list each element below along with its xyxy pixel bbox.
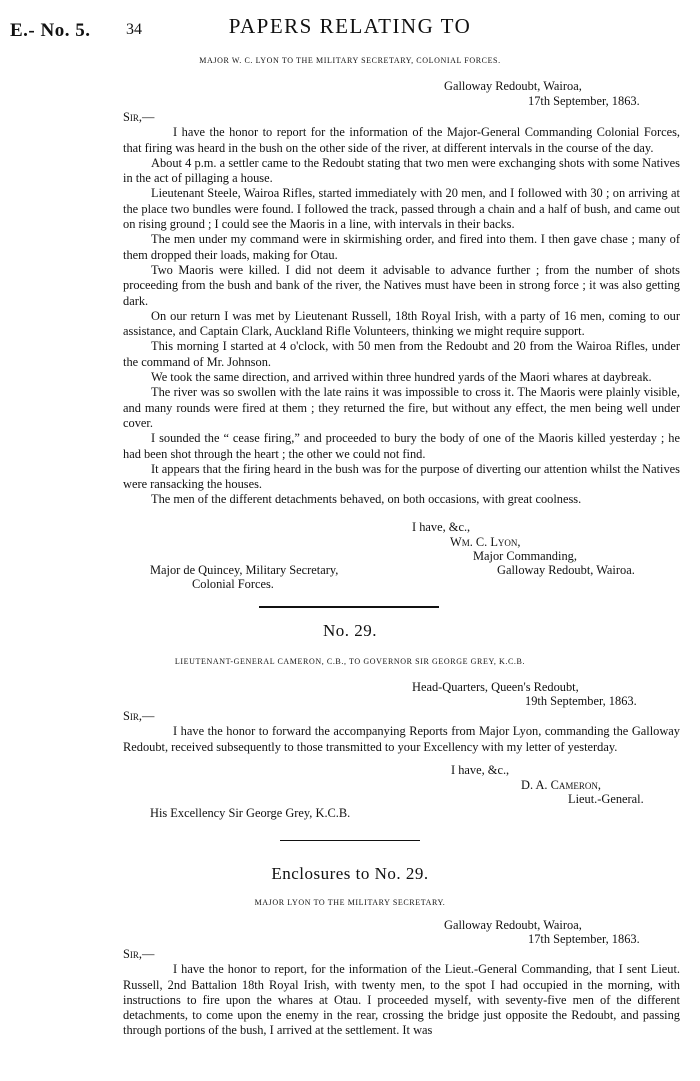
letter1-paragraph: The river was so swollen with the late rains it was impossible to cross it. The Maoris were plainly visible, and many rounds were fired at them ; they returned the fire, but without any effect, the men being well under cover.	[123, 385, 680, 430]
section-divider-thin	[280, 840, 420, 841]
letter2-body	[123, 709, 680, 755]
letter1-paragraph: This morning I started at 4 o'clock, with 50 men from the Redoubt and 20 from the Wairoa Rifles, under the command of Mr. Johnson.	[123, 339, 680, 369]
enclosures-title: Enclosures to No. 29.	[271, 864, 429, 883]
enclosures-body	[123, 947, 680, 1039]
letter2-paragraph: I have the honor to forward the accompanying Reports from Major Lyon, commanding the Galloway Redoubt, received subsequently to those transmitted to your Excellency with my letter of yesterday.	[123, 724, 680, 754]
section-divider	[259, 606, 439, 608]
letter1-paragraph: We took the same direction, and arrived within three hundred yards of the Maori whares at daybreak.	[151, 370, 652, 385]
letter1-heading: MAJOR W. C. LYON TO THE MILITARY SECRETARY, COLONIAL FORCES.	[199, 56, 501, 65]
letter1-addressee-line2: Colonial Forces.	[192, 577, 274, 591]
letter1-paragraph: I sounded the “ cease firing,” and proceeded to bury the body of one of the Maoris killed yesterday ; he had been shot through the heart ; the other we could not find.	[123, 431, 680, 461]
letter2-addressee: His Excellency Sir George Grey, K.C.B.	[150, 806, 351, 820]
letter2-rank: Lieut.-General.	[568, 792, 644, 806]
letter2-place: Head-Quarters, Queen's Redoubt,	[412, 680, 579, 694]
letter1-paragraph: I have the honor to report for the information of the Major-General Commanding Colonial Forces, that firing was heard in the bush on the other side of the river, at different intervals in the course of the day.	[123, 125, 680, 155]
letter1-paragraph: It appears that the firing heard in the bush was for the purpose of diverting our attention whilst the Natives were ransacking the houses.	[123, 461, 680, 492]
letter1-paragraph: The men of the different detachments behaved, on both occasions, with great coolness.	[151, 492, 582, 507]
letter1-place: Galloway Redoubt, Wairoa,	[444, 79, 582, 93]
letter1-station: Galloway Redoubt, Wairoa.	[497, 563, 635, 577]
letter1-paragraph: The men under my command were in skirmishing order, and fired into them. I then gave chase ; many of them dropped their loads, making for Otau.	[123, 232, 680, 262]
page-title: PAPERS RELATING TO	[228, 14, 472, 38]
letter1-paragraph: Two Maoris were killed. I did not deem it advisable to advance further ; from the number of shots proceeding from the bush and bank of the river, the Natives must have been in strong force ; it was also getting dark.	[123, 262, 680, 308]
letter2-date: 19th September, 1863.	[525, 694, 637, 708]
letter2-heading: LIEUTENANT-GENERAL CAMERON, C.B., TO GOVERNOR SIR GEORGE GREY, K.C.B.	[174, 657, 526, 666]
series-number: E.- No. 5.	[10, 20, 91, 41]
enclosures-heading: MAJOR LYON TO THE MILITARY SECRETARY.	[254, 898, 446, 907]
letter1-paragraph: Lieutenant Steele, Wairoa Rifles, started immediately with 20 men, and I followed with 30 ; on arriving at the place two bundles were found. I followed the track, passed through a chain and a half of bush, and came out on rising ground ; I could see the Maoris in a line, with intervals in their backs.	[123, 186, 680, 232]
letter1-rank: Major Commanding,	[473, 549, 577, 563]
enclosures-paragraph: I have the honor to report, for the information of the Lieut.-General Commanding, that I sent Lieut. Russell, 2nd Battalion 18th Royal Irish, with twenty men, to the spot I had occupied in the morning, with instructions to fire upon the whares at Otau. I proceeded myself, with seventy-five men of the different detachments, to come upon the enemy in the rear, crossing the bridge just opposite the Redoubt, and passing through portions of the bush, I arrived at the settlement. It was	[123, 962, 680, 1038]
enclosures-place: Galloway Redoubt, Wairoa,	[444, 918, 582, 932]
letter1-addressee: Major de Quincey, Military Secretary,	[150, 563, 339, 577]
letter1-paragraph: About 4 p.m. a settler came to the Redoubt stating that two men were exchanging shots with some Natives in the act of pillaging a house.	[123, 155, 680, 186]
letter2-number: No. 29.	[322, 621, 378, 640]
letter1-signature: Wm. C. Lyon,	[450, 535, 521, 549]
enclosures-date: 17th September, 1863.	[528, 932, 640, 946]
letter1-body	[123, 110, 680, 508]
letter2-closing: I have, &c.,	[451, 763, 510, 777]
enclosures-salutation: Sir,—	[123, 947, 155, 961]
letter1-closing: I have, &c.,	[412, 520, 471, 534]
page-number: 34	[126, 21, 142, 38]
letter1-paragraph: On our return I was met by Lieutenant Russell, 18th Royal Irish, with a party of 16 men, coming to our assistance, and Captain Clark, Auckland Rifle Volunteers, thinking we might require support.	[123, 308, 680, 339]
letter2-salutation: Sir,—	[123, 709, 155, 723]
letter2-signature: D. A. Cameron,	[521, 778, 601, 792]
letter1-date: 17th September, 1863.	[528, 94, 640, 108]
letter1-salutation: Sir,—	[123, 110, 155, 124]
